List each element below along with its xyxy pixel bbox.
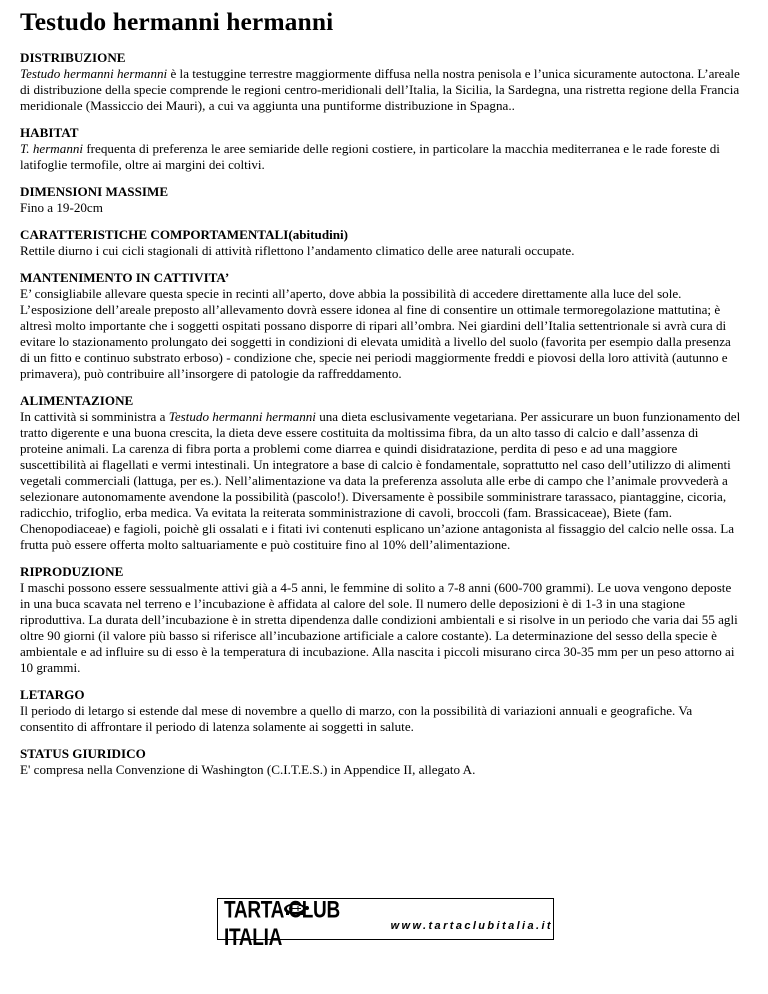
species-name: Testudo hermanni hermanni [20,66,168,81]
species-name: Testudo hermanni hermanni [168,409,316,424]
page-title: Testudo hermanni hermanni [20,7,334,36]
section-body: Testudo hermanni hermanni è la testuggine terrestre maggiormente diffusa nella nostra penisola e l’unica sicuramente autoctona. L’areale di distribuzione della specie comprende le regioni centro-meridionali dell’Italia, la Sicilia, la Sardegna, una ristretta regione della Francia meridionale (Massiccio dei Mauri), a cui va aggiunta una puntiforme distribuzione in Spagna.. [20,66,740,113]
section-mantenimento [20,270,742,382]
section-body: Fino a 19-20cm [20,200,103,215]
tarta-club-logo [217,897,554,952]
document-page [20,0,742,778]
section-habitat [20,125,742,173]
section-heading: ALIMENTAZIONE [20,393,134,408]
logo-url: www.tartaclubitalia.it [390,920,553,932]
section-heading: CARATTERISTICHE COMPORTAMENTALI(abitudini) [20,227,349,242]
species-name: T. hermanni [20,141,84,156]
section-body: In cattività si somministra a Testudo hermanni hermanni una dieta esclusivamente vegetariana. Per assicurare un buon funzionamento del tratto digerente e una buona crescita, la dieta deve essere costituita da moltissima fibra, da un alto tasso di calcio e dall’assenza di proteine animali. La carenza di fibra porta a problemi come diarrea e quindi disidratazione, perdita di peso e ad una maggiore suscettibilità ai flagellati e vermi intestinali. Un integratore a base di calcio è fondamentale, soprattutto nel caso dell’utilizzo di alimenti vegetali commerciali (lattuga, per es.). Nell’alimentazione va data la preferenza assoluta alle erbe di campo che l’animale provvederà a selezionare autonomamente avendone la possibilità (pascolo!). Diversamente è possibile somministrare tarassaco, piantaggine, cicoria, radicchio, trifoglio, erba medica. Va evitata la reiterata somministrazione di cavoli, broccoli (fam. Brassicaceae), Biete (fam. Chenopodiaceae) e fagioli, poichè gli ossalati e i fitati ivi contenuti esplicano un’azione antagonista al fissaggio del calcio nelle ossa. La frutta può essere offerta molto saltuariamente e può costituire fino al 10% dell’alimentazione. [20,409,741,552]
section-body: T. hermanni frequenta di preferenza le aree semiaride delle regioni costiere, in particolare la macchia mediterranea e le rade foreste di latifoglie termofile, oltre ai margini dei coltivi. [20,141,720,172]
section-heading: HABITAT [20,125,79,140]
section-riproduzione [20,564,742,676]
section-heading: MANTENIMENTO IN CATTIVITA’ [20,270,230,285]
section-letargo [20,687,742,735]
section-heading: LETARGO [20,687,85,702]
section-status [20,746,742,778]
section-body: Il periodo di letargo si estende dal mese di novembre a quello di marzo, con la possibilità di variazioni annuali e geografiche. Va consentito di affrontare il periodo di latenza solamente ai soggetti in salute. [20,703,693,734]
section-body: Rettile diurno i cui cicli stagionali di attività riflettono l’andamento climatico delle aree naturali occupate. [20,243,575,258]
section-caratteristiche [20,227,742,259]
section-heading: DISTRIBUZIONE [20,50,126,65]
section-heading: DIMENSIONI MASSIME [20,184,169,199]
section-distribuzione [20,50,742,114]
section-heading: STATUS GIURIDICO [20,746,146,761]
section-body: I maschi possono essere sessualmente attivi già a 4-5 anni, le femmine di solito a 7-8 anni (600-700 grammi). Le uova vengono deposte in una buca scavata nel terreno e l’incubazione è affidata al calore del sole. Il numero delle deposizioni è di 1-3 in una stagione riproduttiva. La durata dell’incubazione è in stretta dipendenza dalle condizioni ambientali e si risolve in un periodo che varia dai 55 agli oltre 90 giorni (il valore più basso si riferisce all’incubazione artificiale a calore costante). La determinazione del sesso della specie è ambientale e ad influire su di esso è la temperatura di incubazione. Alla nascita i piccoli misurano circa 30-35 mm per un peso attorno ai 10 grammi. [20,580,738,675]
logo-name: TARTA CLUB ITALIA [224,897,340,952]
section-heading: RIPRODUZIONE [20,564,124,579]
section-dimensioni [20,184,742,216]
section-body: E' compresa nella Convenzione di Washington (C.I.T.E.S.) in Appendice II, allegato A. [20,762,476,777]
section-alimentazione [20,393,742,553]
section-body: E’ consigliabile allevare questa specie in recinti all’aperto, dove abbia la possibilità di accedere direttamente alla luce del sole. L’esposizione dell’areale preposto all’allevamento dovrà essere idonea al fine di consentire un ottimale termoregolazione mattutina; è altresì molto importante che i soggetti ospitati possano disporre di ripari all’ombra. Nei giardini dell’Italia settentrionale si avrà cura di evitare lo stazionamento prolungato dei soggetti in condizioni di elevata umidità a livello del suolo (favorita per esempio dalla presenza di un fitto e continuo substrato erboso) - condizione che, specie nei periodi maggiormente freddi e piovosi della loro attività (autunno e primavera), può contribuire all’insorgere di patologie da raffreddamento. [20,286,731,381]
